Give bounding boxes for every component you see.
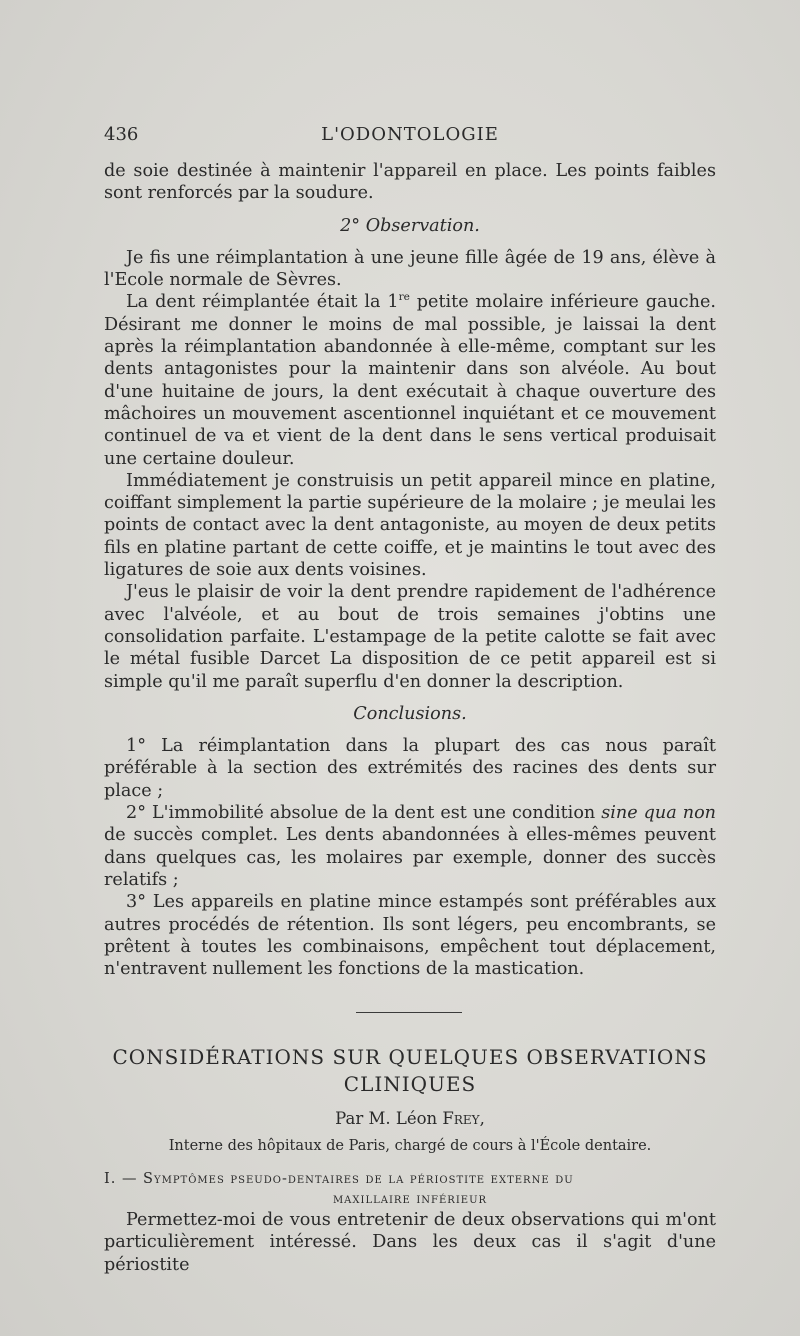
running-title: L'ODONTOLOGIE (321, 124, 499, 145)
observation-paragraph-2: La dent réimplantée était la 1re petite molaire inférieure gauche. Désirant me donner le moins de mal possible, je laissai la dent après la réimplantation abandonnée à elle-même, comptant sur les dents antagonistes pour la maintenir dans son alvéole. Au bout d'une huitaine de jours, la dent exécutait à chaque ouverture des mâchoires un mouvement ascentionnel inquiétant et ce mouvement continuel de va et vient de la dent dans le sens vertical produisait une certaine douleur. (104, 291, 716, 469)
author-affiliation: Interne des hôpitaux de Paris, chargé de cours à l'École dentaire. (168, 1137, 652, 1154)
running-header (104, 124, 716, 150)
page-number: 436 (104, 124, 139, 145)
section-heading-line-1: I. — Symptômes pseudo-dentaires de la périostite externe du (104, 1170, 574, 1187)
observation-paragraph-1: Je fis une réimplantation à une jeune fille âgée de 19 ans, élève à l'Ecole normale de Sèvres. (104, 247, 716, 291)
latin-phrase: sine qua non (601, 803, 716, 824)
page-body (104, 160, 716, 1276)
ordinal-superscript: re (398, 291, 410, 304)
conclusion-item-2 (104, 802, 716, 891)
article-title (104, 1044, 716, 1098)
section-heading (104, 1169, 716, 1209)
conclusion-item-2-text-b: de succès complet. Les dents abandonnées à elles-mêmes peuvent dans quelques cas, les molaires par exemple, donner des succès relatifs ; (104, 825, 716, 890)
observation-paragraph-3: Immédiatement je construisis un petit appareil mince en platine, coiffant simplement la partie supérieure de la molaire ; je meulai les points de contact avec la dent antagoniste, au moyen de deux petits fils en platine partant de cette coiffe, et je maintins le tout avec des ligatures de soie aux dents voisines. (104, 470, 716, 581)
byline-prefix: Par M. Léon (335, 1109, 443, 1129)
author-byline (104, 1108, 716, 1130)
observation-paragraph-4: J'eus le plaisir de voir la dent prendre rapidement de l'adhérence avec l'alvéole, et au bout de trois semaines j'obtins une consolidation parfaite. L'estampage de la petite calotte se fait avec le métal fusible Darcet La disposition de ce petit appareil est si simple qu'il me paraît superflu d'en donner la description. (104, 582, 716, 692)
divider-rule (356, 1012, 462, 1013)
section-heading-line-2: maxillaire inférieur (332, 1190, 488, 1207)
article-intro-paragraph: Permettez-moi de vous entretenir de deux observations qui m'ont particulièrement intéressé. Dans les deux cas il s'agit d'une périostite (104, 1209, 716, 1275)
article-title-line-2: CLINIQUES (343, 1072, 477, 1097)
article-title-line-1: CONSIDÉRATIONS SUR QUELQUES OBSERVATIONS (112, 1045, 708, 1070)
continuation-paragraph: de soie destinée à maintenir l'appareil en place. Les points faibles sont renforcés par la soudure. (104, 161, 716, 204)
conclusion-item-3: 3° Les appareils en platine mince estampés sont préférables aux autres procédés de rétention. Ils sont légers, peu encombrants, se prêtent à toutes les combinaisons, empêchent tout déplacement, n'entravent nullement les fonctions de la mastication. (104, 892, 716, 980)
conclusion-item-1: 1° La réimplantation dans la plupart des cas nous paraît préférable à la section des extrémités des racines des dents sur place ; (104, 736, 716, 801)
author-name: Frey, (442, 1109, 485, 1129)
observation-heading: 2° Observation. (340, 215, 480, 236)
conclusion-item-2-text-a: 2° L'immobilité absolue de la dent est une condition (126, 803, 602, 824)
conclusions-heading: Conclusions. (353, 703, 467, 724)
section-divider (104, 980, 716, 1038)
